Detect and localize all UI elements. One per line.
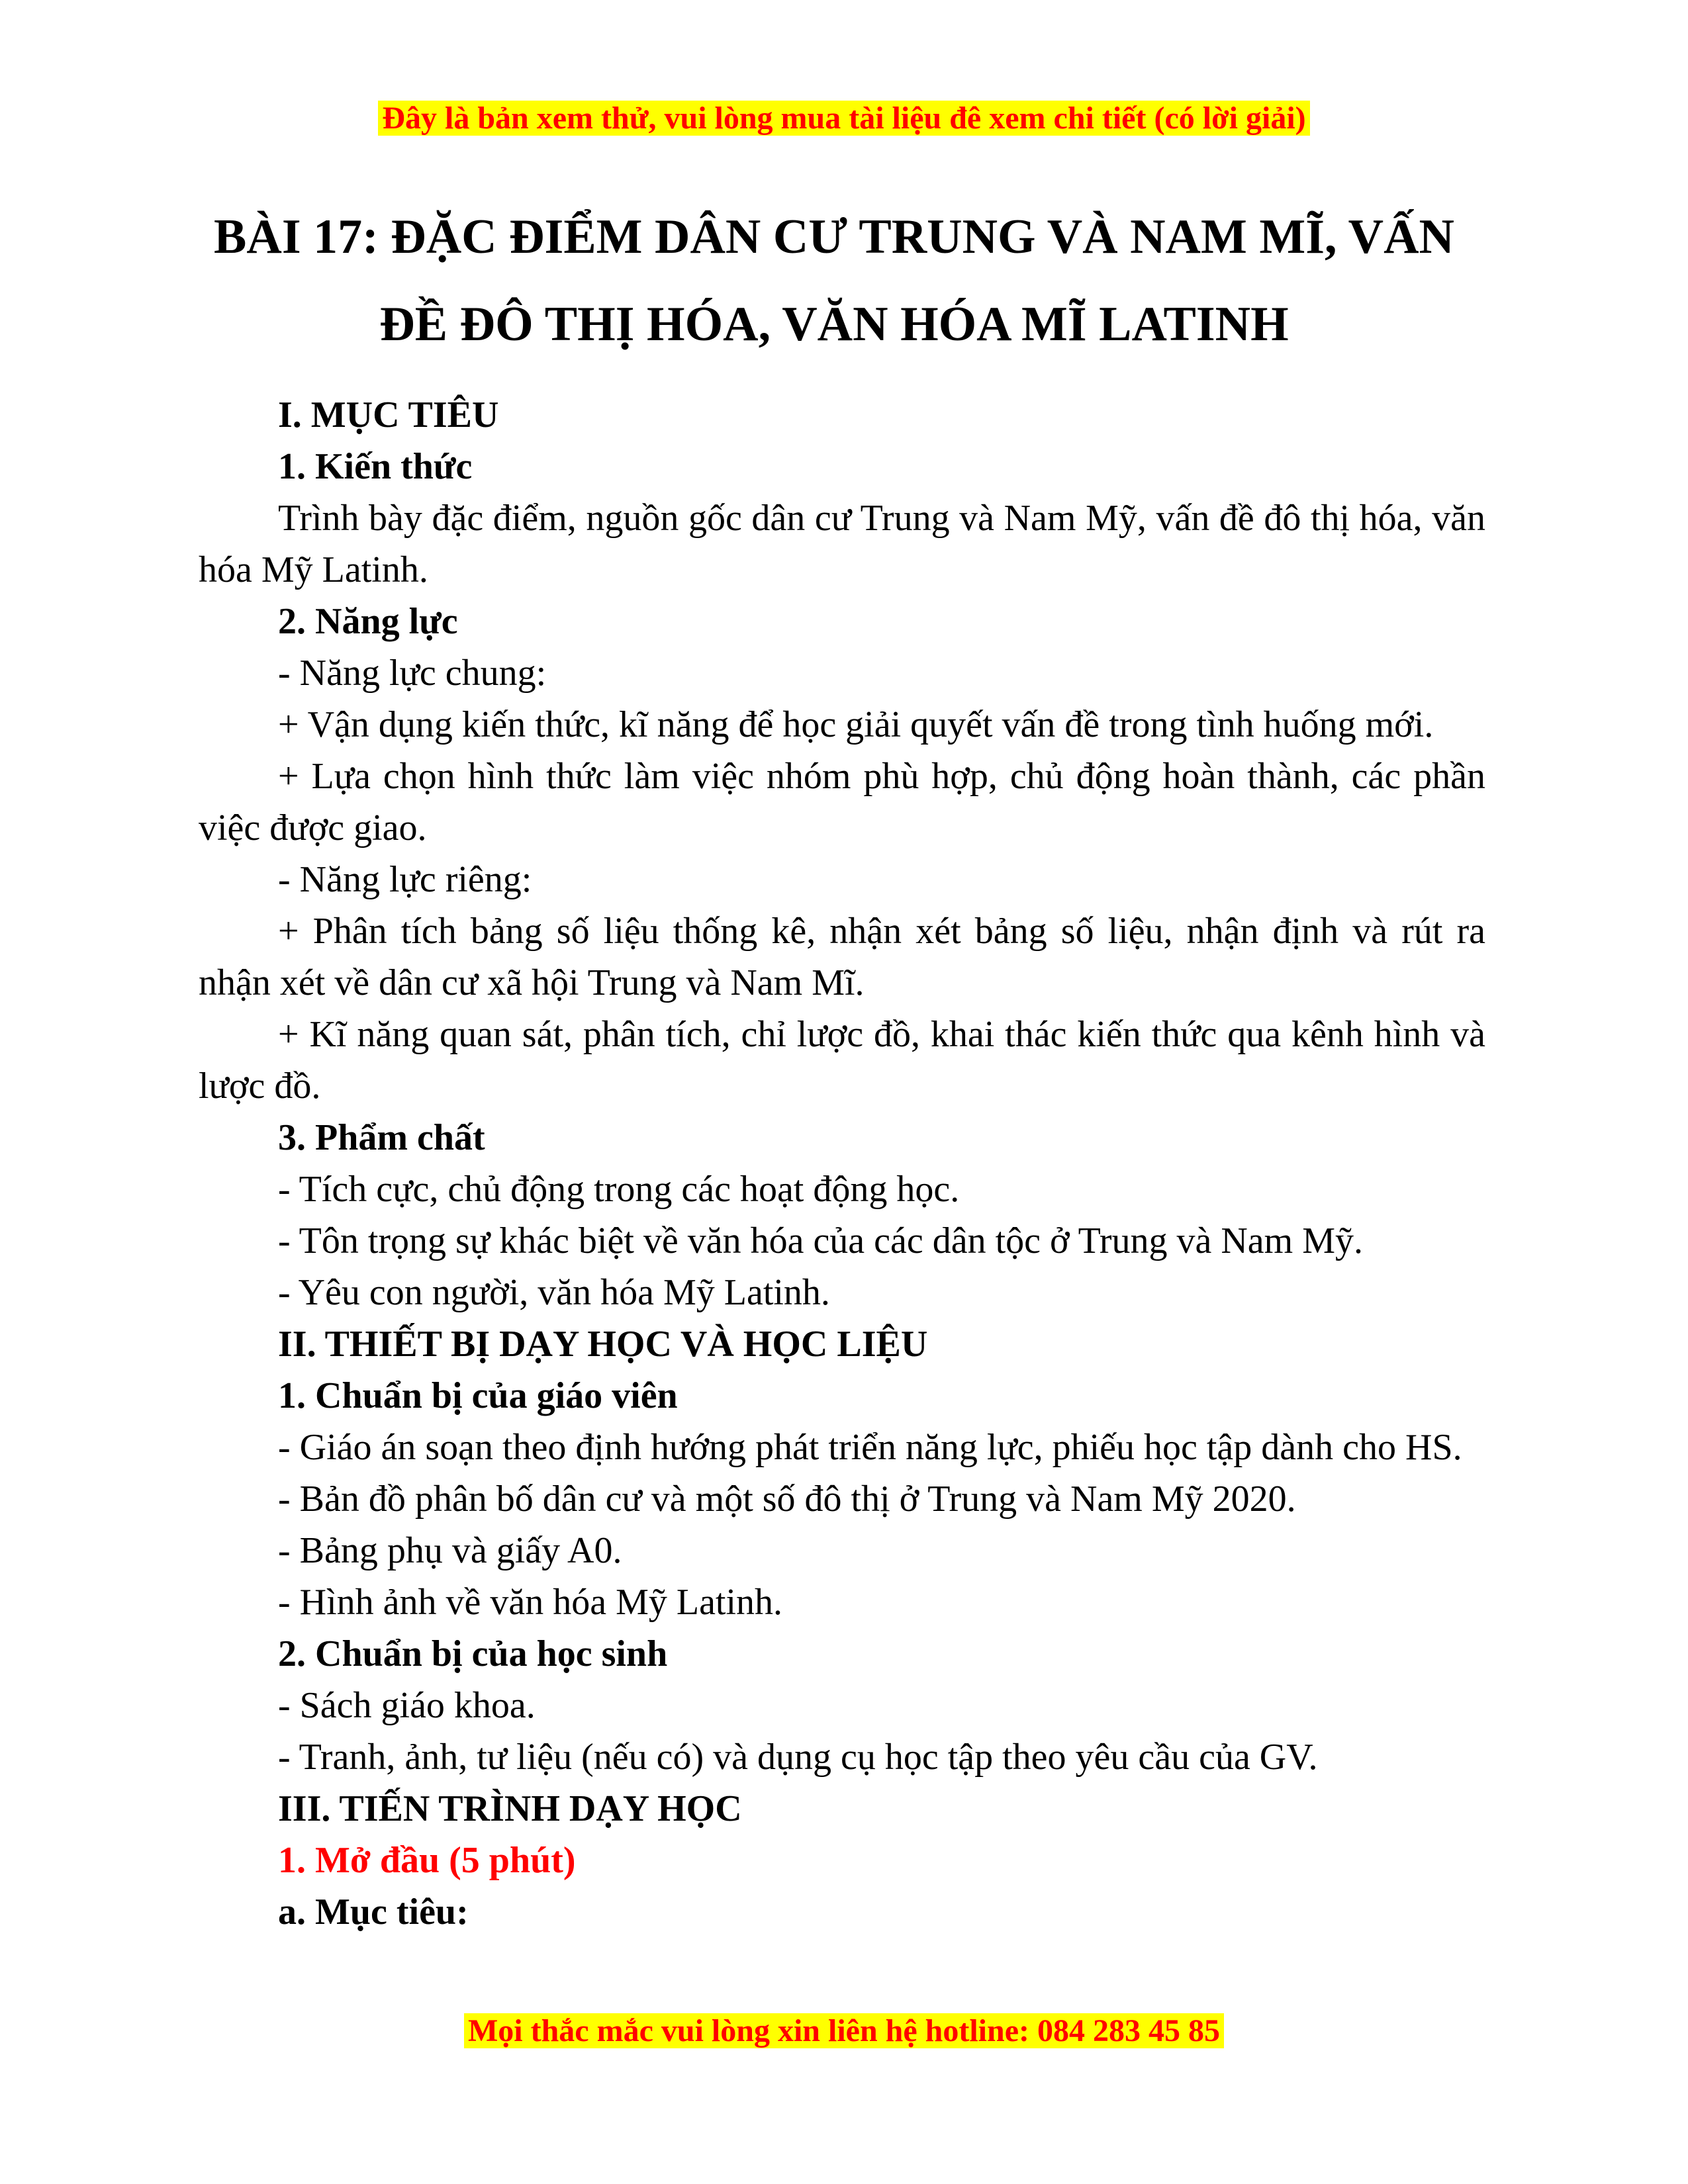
bullet-general-1: + Vận dụng kiến thức, kĩ năng để học giải quyết vấn đề trong tình huống mới. [278, 704, 1434, 745]
bullet-general-2: + Lựa chọn hình thức làm việc nhóm phù hợp, chủ động hoàn thành, các phần việc được giao. [199, 756, 1485, 848]
lesson-title [179, 193, 1489, 368]
preview-notice-text: Đây là bản xem thử, vui lòng mua tài liệu đê xem chi tiết (có lời giải) [378, 101, 1309, 136]
section-heading-objectives: I. MỤC TIÊU [278, 394, 499, 435]
document-body [199, 389, 1485, 1938]
bullet-student-1: - Sách giáo khoa. [278, 1685, 536, 1726]
bullet-quality-2: - Tôn trọng sự khác biệt về văn hóa của các dân tộc ở Trung và Nam Mỹ. [278, 1220, 1363, 1261]
subheading-teacher-prep: 1. Chuẩn bị của giáo viên [278, 1375, 678, 1416]
label-specific-competence: - Năng lực riêng: [278, 859, 532, 900]
subheading-objective: a. Mục tiêu: [278, 1891, 469, 1933]
bullet-quality-3: - Yêu con người, văn hóa Mỹ Latinh. [278, 1272, 830, 1313]
section-heading-equipment: II. THIẾT BỊ DẠY HỌC VÀ HỌC LIỆU [278, 1324, 928, 1365]
subheading-opening: 1. Mở đầu (5 phút) [278, 1840, 576, 1881]
section-heading-process: III. TIẾN TRÌNH DẠY HỌC [278, 1788, 742, 1829]
bullet-specific-1: + Phân tích bảng số liệu thống kê, nhận xét bảng số liệu, nhận định và rút ra nhận xét về dân cư xã hội Trung và Nam Mĩ. [199, 911, 1485, 1003]
subheading-competence: 2. Năng lực [278, 601, 458, 642]
preview-notice-banner [0, 99, 1688, 138]
paragraph-knowledge: Trình bày đặc điểm, nguồn gốc dân cư Trung và Nam Mỹ, vấn đề đô thị hóa, văn hóa Mỹ Latinh. [199, 498, 1485, 590]
label-general-competence: - Năng lực chung: [278, 653, 547, 694]
lesson-title-line1: BÀI 17: ĐẶC ĐIỂM DÂN CƯ TRUNG VÀ NAM MĨ, VẤN [214, 210, 1454, 264]
bullet-teacher-3: - Bảng phụ và giấy A0. [278, 1530, 622, 1571]
bullet-teacher-4: - Hình ảnh về văn hóa Mỹ Latinh. [278, 1582, 783, 1623]
subheading-knowledge: 1. Kiến thức [278, 446, 473, 487]
bullet-teacher-1: - Giáo án soạn theo định hướng phát triển năng lực, phiếu học tập dành cho HS. [278, 1427, 1462, 1468]
hotline-notice-text: Mọi thắc mắc vui lòng xin liên hệ hotline: 084 283 45 85 [464, 2013, 1224, 2048]
bullet-specific-2: + Kĩ năng quan sát, phân tích, chỉ lược đồ, khai thác kiến thức qua kênh hình và lược đồ. [199, 1014, 1485, 1107]
hotline-notice-banner [0, 2012, 1688, 2050]
bullet-student-2: - Tranh, ảnh, tư liệu (nếu có) và dụng cụ học tập theo yêu cầu của GV. [278, 1737, 1318, 1778]
subheading-quality: 3. Phẩm chất [278, 1117, 485, 1158]
bullet-quality-1: - Tích cực, chủ động trong các hoạt động học. [278, 1169, 960, 1210]
subheading-student-prep: 2. Chuẩn bị của học sinh [278, 1633, 668, 1674]
bullet-teacher-2: - Bản đồ phân bố dân cư và một số đô thị ở Trung và Nam Mỹ 2020. [278, 1479, 1296, 1520]
lesson-title-line2: ĐỀ ĐÔ THỊ HÓA, VĂN HÓA MĨ LATINH [379, 297, 1289, 351]
